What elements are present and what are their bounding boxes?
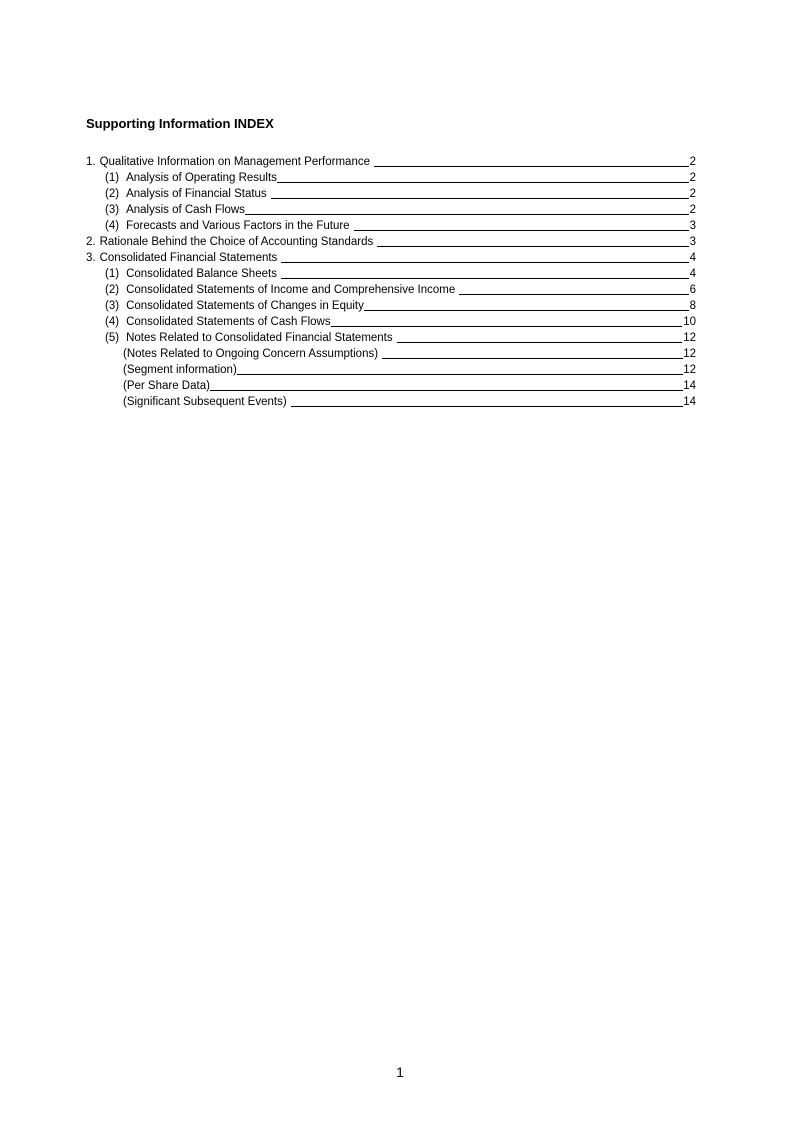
- toc-entry[interactable]: [86, 185, 696, 201]
- toc-entry-label: (Significant Subsequent Events): [123, 396, 287, 408]
- toc-entry-label: Rationale Behind the Choice of Accounting Standards: [99, 236, 374, 248]
- toc-leader-line: [281, 278, 689, 279]
- toc-entry-label: Qualitative Information on Management Performance: [99, 156, 370, 168]
- toc-entry-page: 4: [689, 252, 696, 264]
- toc-entry-number: (3): [105, 300, 120, 312]
- toc-entry-page: 2: [689, 188, 696, 200]
- toc-entry-page: 14: [683, 396, 696, 408]
- toc-entry-number: (2): [105, 284, 120, 296]
- toc-entry-page: 12: [683, 348, 696, 360]
- toc-entry-page: 6: [689, 284, 696, 296]
- toc-entry-label: Analysis of Operating Results: [126, 172, 277, 184]
- toc-leader-line: [331, 326, 683, 327]
- toc-entry[interactable]: [86, 281, 696, 297]
- toc-entry-number: (4): [105, 316, 120, 328]
- toc-entry-label: Consolidated Statements of Cash Flows: [126, 316, 331, 328]
- toc-entry[interactable]: [86, 169, 696, 185]
- toc-leader-line: [459, 294, 688, 295]
- table-of-contents: [86, 153, 696, 409]
- toc-leader-line: [271, 198, 689, 199]
- toc-entry[interactable]: [86, 265, 696, 281]
- toc-leader-line: [354, 230, 689, 231]
- toc-entry-page: 4: [689, 268, 696, 280]
- toc-entry-label: Analysis of Cash Flows: [126, 204, 245, 216]
- toc-entry[interactable]: [86, 345, 696, 361]
- toc-entry-number: 1.: [86, 156, 96, 168]
- toc-leader-line: [291, 406, 684, 407]
- toc-entry-number: (3): [105, 204, 120, 216]
- toc-leader-line: [277, 182, 689, 183]
- toc-entry-page: 10: [683, 316, 696, 328]
- toc-entry[interactable]: [86, 393, 696, 409]
- toc-leader-line: [281, 262, 688, 263]
- toc-entry-page: 12: [683, 332, 696, 344]
- toc-entry-number: (5): [105, 332, 120, 344]
- toc-leader-line: [237, 374, 683, 375]
- toc-leader-line: [245, 214, 689, 215]
- page-number: 1: [396, 1064, 404, 1080]
- toc-leader-line: [397, 342, 683, 343]
- toc-entry-label: (Segment information): [123, 364, 237, 376]
- toc-entry-page: 3: [689, 236, 696, 248]
- toc-entry-label: Analysis of Financial Status: [126, 188, 267, 200]
- toc-entry-number: 3.: [86, 252, 96, 264]
- toc-entry-page: 14: [683, 380, 696, 392]
- toc-entry-page: 2: [689, 204, 696, 216]
- toc-entry-label: Consolidated Statements of Changes in Equity: [126, 300, 364, 312]
- toc-entry[interactable]: [86, 201, 696, 217]
- toc-entry[interactable]: [86, 377, 696, 393]
- toc-entry-page: 2: [689, 172, 696, 184]
- toc-entry[interactable]: [86, 297, 696, 313]
- toc-leader-line: [364, 310, 689, 311]
- toc-entry-page: 12: [683, 364, 696, 376]
- toc-entry[interactable]: [86, 361, 696, 377]
- toc-entry-page: 3: [689, 220, 696, 232]
- toc-entry[interactable]: [86, 313, 696, 329]
- toc-entry-page: 2: [689, 156, 696, 168]
- toc-entry-number: (2): [105, 188, 120, 200]
- toc-entry-number: (1): [105, 172, 120, 184]
- toc-entry[interactable]: [86, 249, 696, 265]
- toc-entry-label: Consolidated Balance Sheets: [126, 268, 277, 280]
- toc-entry-number: (1): [105, 268, 120, 280]
- index-title: Supporting Information INDEX: [86, 116, 274, 131]
- toc-leader-line: [210, 390, 683, 391]
- toc-entry-number: 2.: [86, 236, 96, 248]
- toc-entry-label: (Per Share Data): [123, 380, 210, 392]
- toc-entry-label: Consolidated Financial Statements: [99, 252, 278, 264]
- toc-entry-label: (Notes Related to Ongoing Concern Assumptions): [123, 348, 379, 360]
- toc-entry[interactable]: [86, 217, 696, 233]
- toc-entry-label: Notes Related to Consolidated Financial Statements: [126, 332, 393, 344]
- toc-entry[interactable]: [86, 329, 696, 345]
- toc-entry-number: (4): [105, 220, 120, 232]
- toc-entry[interactable]: [86, 233, 696, 249]
- toc-entry-label: Forecasts and Various Factors in the Future: [126, 220, 350, 232]
- toc-entry-label: Consolidated Statements of Income and Comprehensive Income: [126, 284, 456, 296]
- toc-entry[interactable]: [86, 153, 696, 169]
- toc-entry-page: 8: [689, 300, 696, 312]
- toc-leader-line: [374, 166, 689, 167]
- toc-leader-line: [382, 358, 683, 359]
- toc-leader-line: [377, 246, 688, 247]
